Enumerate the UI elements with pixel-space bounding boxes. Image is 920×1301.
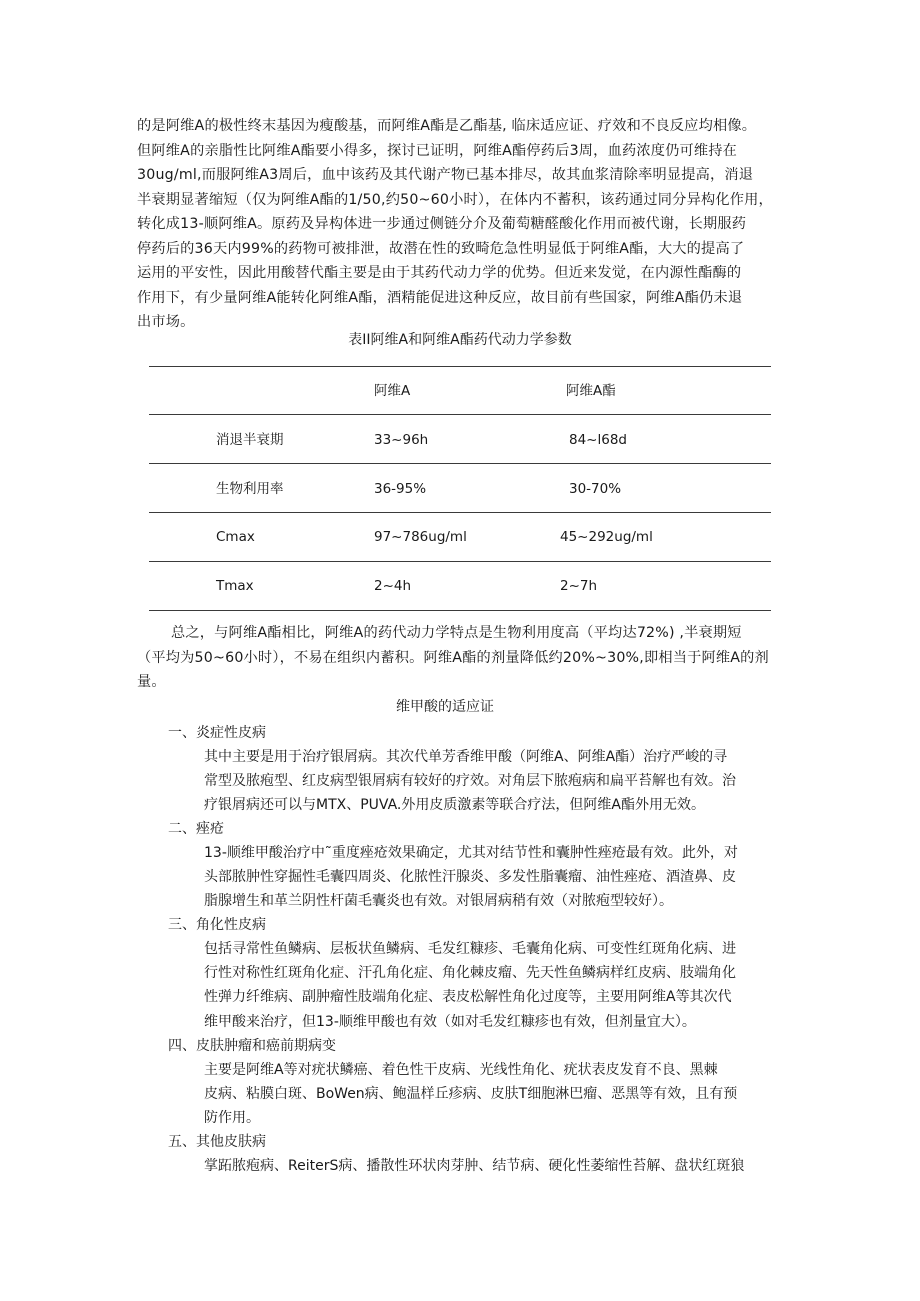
section-title: 一、炎症性皮病: [168, 725, 266, 741]
summary-paragraph: [137, 621, 793, 695]
paragraph-line: 半衰期显著缩短（仅为阿维A酯的1/50,约50~60小时），在体内不蓄积，该药通过同分异构化作用，: [137, 191, 773, 208]
table-rule: [149, 512, 771, 513]
section-line: 主要是阿维A等对疣状鳞癌、着色性干皮病、光线性角化、疣状表皮发育不良、黑棘: [204, 1062, 718, 1078]
table-cell-param: Tmax: [216, 578, 254, 594]
section-line: 防作用。: [204, 1110, 260, 1127]
table-header-etretinate: 阿维A酯: [566, 383, 616, 399]
section-line: 维甲酸来治疗，但13-顺维甲酸也有效（如对毛发红糠疹也有效，但剂量宜大）。: [204, 1013, 696, 1030]
section-line: 脂腺增生和革兰阴性杆菌毛囊炎也有效。对银屑病稍有效（对脓疱型较好）。: [204, 893, 673, 910]
table-rule: [149, 463, 771, 464]
table-cell-param: 生物利用率: [216, 481, 284, 497]
section-body: [204, 745, 790, 818]
section-title: 五、其他皮肤病: [168, 1134, 266, 1150]
table-cell-acitretin: 97~786ug/ml: [374, 529, 467, 545]
table-cell-param: Cmax: [216, 529, 255, 545]
section-heading: 维甲酸的适应证: [396, 699, 494, 715]
section-body: [204, 937, 790, 1034]
table-rule-bottom: [149, 610, 771, 611]
table-cell-param: 消退半衰期: [216, 432, 284, 448]
section-body: [204, 1058, 790, 1131]
table-cell-acitretin: 2~4h: [374, 578, 412, 594]
intro-paragraph: [137, 114, 793, 335]
section-line: 常型及脓疱型、红皮病型银屑病有较好的疗效。对角层下脓疱病和扁平苔解也有效。治: [204, 773, 736, 790]
paragraph-line: 但阿维A的亲脂性比阿维A酯要小得多，探讨已证明，阿维A酯停药后3周，血药浓度仍可维持在: [137, 142, 738, 159]
section-line: 皮病、粘膜白斑、BoWen病、鲍温样丘疹病、皮肤T细胞淋巴瘤、恶黑等有效，且有预: [204, 1086, 738, 1103]
table-caption: 表II阿维A和阿维A酯药代动力学参数: [348, 332, 572, 348]
paragraph-line: 停药后的36天内99%的药物可被排泄，故潜在性的致畸危急性明显低于阿维A酯，大大的提高了: [137, 240, 745, 257]
section-title: 二、痤疮: [168, 821, 224, 837]
section-body: [204, 841, 790, 914]
paragraph-line: 运用的平安性，因此用酸替代酯主要是由于其药代动力学的优势。但近来发觉，在内源性酯酶的: [137, 265, 742, 281]
paragraph-line: 作用下，有少量阿维A能转化阿维A酯，酒精能促进这种反应，故目前有些国家，阿维A酯仍未退: [137, 289, 743, 306]
section-line: 疗银屑病还可以与MTX、PUVA.外用皮质激素等联合疗法，但阿维A酯外用无效。: [204, 797, 705, 814]
section-title: 三、角化性皮病: [168, 917, 266, 933]
section-line: 包括寻常性鱼鳞病、层板状鱼鳞病、毛发红糠疹、毛囊角化病、可变性红斑角化病、进: [204, 941, 736, 957]
section-line: 其中主要是用于治疗银屑病。其次代单芳香维甲酸（阿维A、阿维A酯）治疗严峻的寻: [204, 749, 728, 765]
table-cell-etretinate: 30-70%: [569, 481, 622, 497]
table-rule: [149, 561, 771, 562]
section-body: [204, 1154, 790, 1178]
paragraph-line: 出市场。: [137, 314, 195, 330]
section-line: 行性对称性红斑角化症、汗孔角化症、角化棘皮瘤、先天性鱼鳞病样红皮病、肢端角化: [204, 965, 736, 982]
section-line: 性弹力纤维病、副肿瘤性肢端角化症、表皮松解性角化过度等，主要用阿维A等其次代: [204, 989, 732, 1006]
section-line: 头部脓肿性穿掘性毛囊四周炎、化脓性汗腺炎、多发性脂囊瘤、油性痤疮、酒渣鼻、皮: [204, 869, 736, 886]
section-line: 13-顺维甲酸治疗中˜重度痤疮效果确定，尤其对结节性和囊肿性痤疮最有效。此外，对: [204, 845, 738, 861]
table-rule-header: [149, 414, 771, 415]
table-header-acitretin: 阿维A: [374, 383, 411, 399]
table-cell-acitretin: 36-95%: [374, 481, 427, 497]
table-cell-etretinate: 84~l68d: [569, 432, 627, 448]
table-rule-top: [149, 366, 771, 367]
table-cell-etretinate: 2~7h: [560, 578, 598, 594]
paragraph-line: 量。: [137, 674, 166, 690]
paragraph-line: 总之，与阿维A酯相比，阿维A的药代动力学特点是生物利用度高（平均达72%) ,半衰期短: [171, 625, 742, 641]
paragraph-line: 30ug/ml,而服阿维A3周后，血中该药及其代谢产物已基本排尽，故其血浆清除率明显提高，消退: [137, 167, 754, 183]
paragraph-line: （平均为50~60小时），不易在组织内蓄积。阿维A酯的剂量降低约20%~30%,即相当于阿维A的剂: [137, 649, 769, 666]
table-cell-acitretin: 33~96h: [374, 432, 429, 448]
paragraph-line: 的是阿维A的极性终末基因为瘦酸基，而阿维A酯是乙酯基, 临床适应证、疗效和不良反应均相像。: [137, 118, 757, 134]
paragraph-line: 转化成13-顺阿维A。原药及异构体进一步通过侧链分介及葡萄糖醛酸化作用而被代谢，长期服药: [137, 216, 747, 232]
section-title: 四、皮肤肿瘤和癌前期病变: [168, 1038, 336, 1054]
table-cell-etretinate: 45~292ug/ml: [560, 529, 653, 545]
section-line: 掌跖脓疱病、ReiterS病、播散性环状肉芽肿、结节病、硬化性萎缩性苔解、盘状红斑狼: [204, 1158, 745, 1174]
